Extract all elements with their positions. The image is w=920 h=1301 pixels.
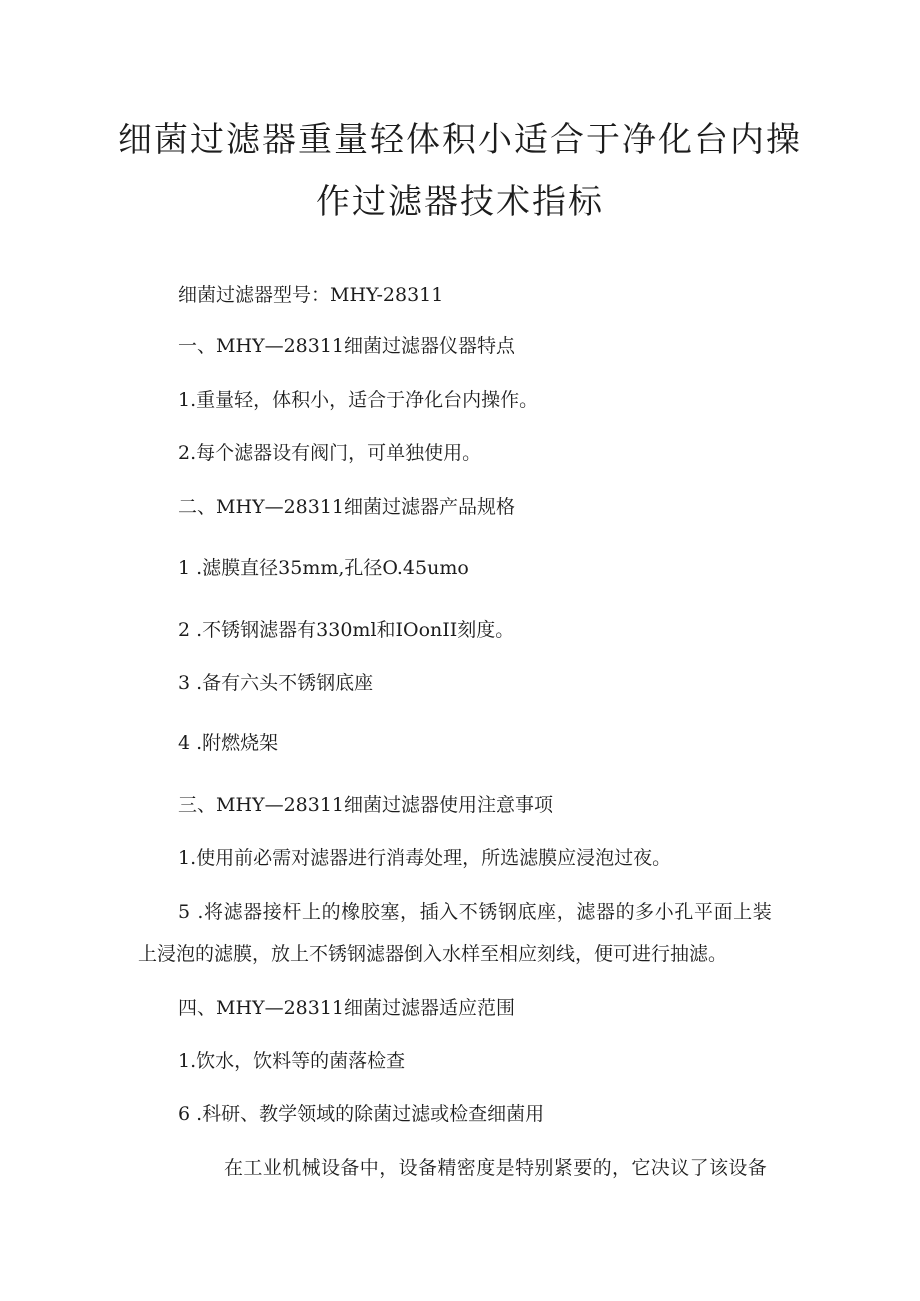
scope-heading: 四、MHY—28311细菌过滤器适应范围 bbox=[178, 997, 516, 1019]
closing-paragraph: 在工业机械设备中，设备精密度是特别紧要的，它决议了该设备 bbox=[224, 1157, 768, 1179]
usage-item: 1.使用前必需对滤器进行消毒处理，所选滤膜应浸泡过夜。 bbox=[178, 847, 672, 869]
document-title-line-1: 细菌过滤器重量轻体积小适合于净化台内操 bbox=[118, 120, 802, 160]
features-heading: 一、MHY—28311细菌过滤器仪器特点 bbox=[178, 335, 516, 357]
feature-item: 2.每个滤器设有阀门，可单独使用。 bbox=[178, 442, 482, 464]
usage-heading: 三、MHY—28311细菌过滤器使用注意事项 bbox=[178, 794, 554, 816]
spec-item: 4 .附燃烧架 bbox=[178, 732, 279, 754]
spec-item: 3 .备有六头不锈钢底座 bbox=[178, 672, 374, 694]
usage-item-continuation: 上浸泡的滤膜，放上不锈钢滤器倒入水样至相应刻线，便可进行抽滤。 bbox=[138, 943, 728, 965]
model-number: 细菌过滤器型号：MHY-28311 bbox=[178, 284, 444, 306]
scope-item: 6 .科研、教学领域的除菌过滤或检查细菌用 bbox=[178, 1103, 545, 1125]
spec-item: 2 .不锈钢滤器有330ml和IOonII刻度。 bbox=[178, 619, 515, 641]
document-title-line-2: 作过滤器技术指标 bbox=[316, 182, 604, 222]
spec-item: 1 .滤膜直径35mm,孔径O.45umo bbox=[178, 557, 469, 579]
usage-item: 5 .将滤器接杆上的橡胶塞，插入不锈钢底座，滤器的多小孔平面上装 bbox=[178, 901, 773, 923]
specs-heading: 二、MHY—28311细菌过滤器产品规格 bbox=[178, 496, 516, 518]
feature-item: 1.重量轻，体积小，适合于净化台内操作。 bbox=[178, 389, 539, 411]
scope-item: 1.饮水，饮料等的菌落检查 bbox=[178, 1050, 406, 1072]
